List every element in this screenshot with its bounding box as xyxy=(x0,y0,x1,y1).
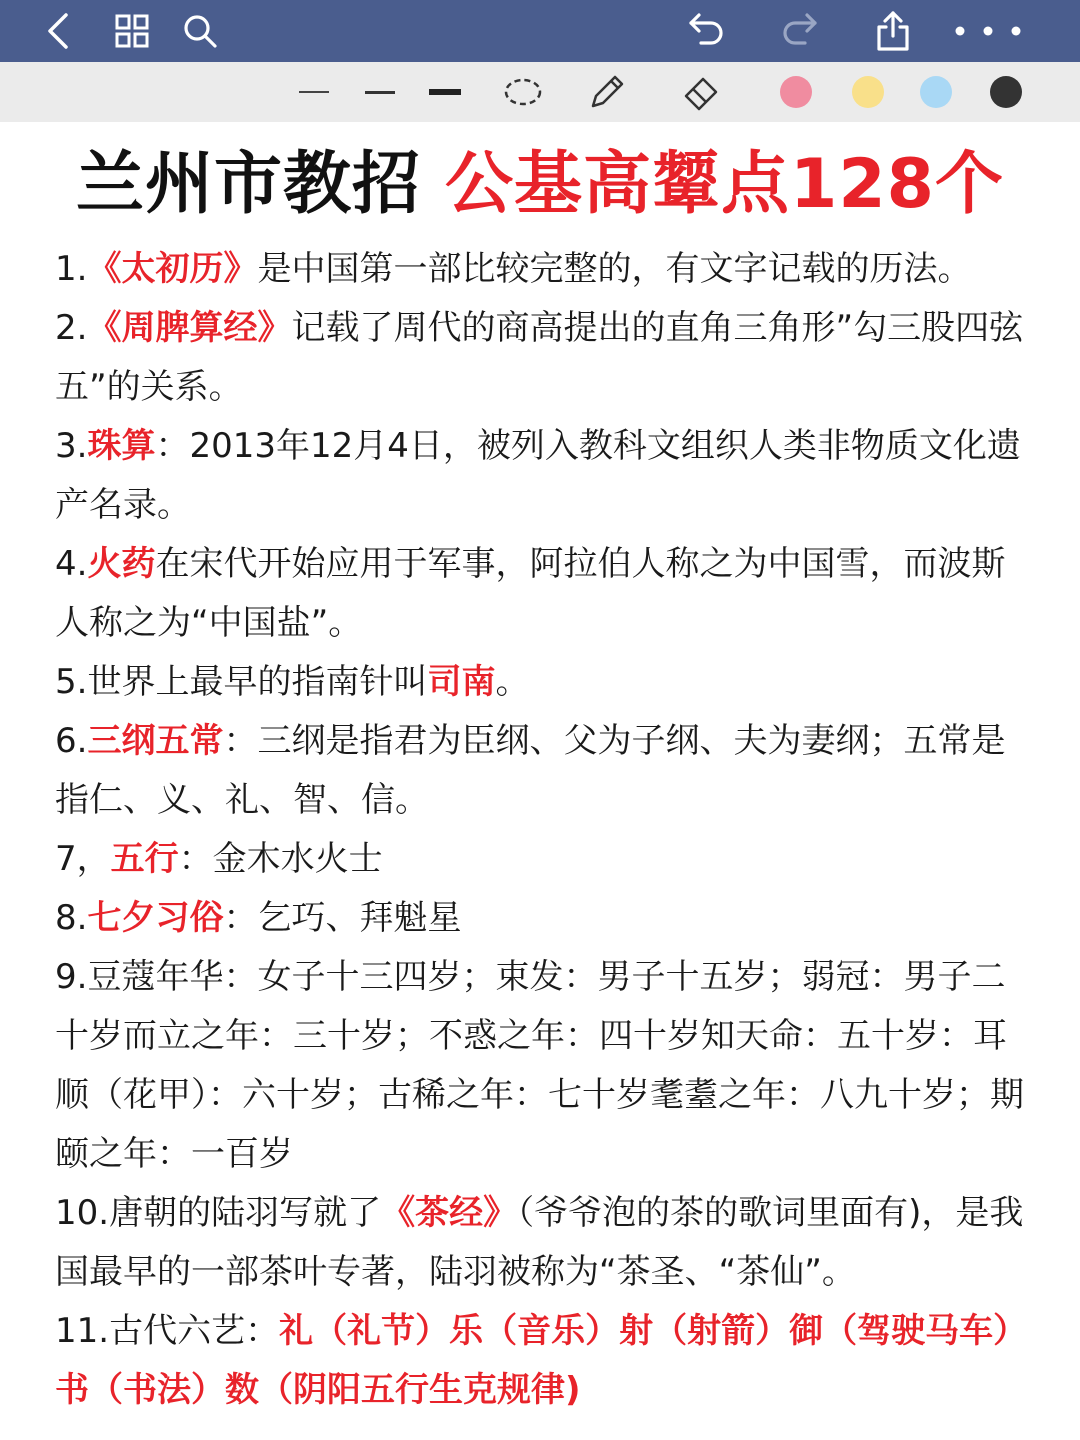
back-icon[interactable] xyxy=(38,6,78,56)
title-red-part: 公基高颦点128个 xyxy=(445,145,1004,224)
body-text: 2. xyxy=(55,308,88,348)
pen-size-thick[interactable] xyxy=(426,62,464,122)
body-text: 是中国第一部比较完整的，有文字记载的历法。 xyxy=(257,249,972,289)
body-text: （爷爷泡的茶的歌词里面有)，是我国最早的一部茶叶专著，陆羽被称为“茶圣、“茶仙”。 xyxy=(55,1193,1024,1292)
content-list xyxy=(55,240,1030,1420)
grid-icon[interactable] xyxy=(110,6,154,56)
body-text: 7， xyxy=(55,839,111,879)
list-item xyxy=(55,830,1030,889)
highlight-text: 《太初历》 xyxy=(87,249,258,289)
pencil-icon[interactable] xyxy=(586,62,628,122)
body-text: ：乞巧、拜魁星 xyxy=(223,898,462,938)
body-text: ：三纲是指君为臣纲、父为子纲、夫为妻纲；五常是指仁、义、礼、智、信。 xyxy=(55,721,1006,820)
list-item xyxy=(55,417,1030,535)
list-item xyxy=(55,535,1030,653)
page-title xyxy=(0,130,1080,227)
body-text: 11.古代六艺： xyxy=(55,1311,280,1351)
lasso-icon[interactable] xyxy=(502,62,544,122)
highlight-text: 《茶经》 xyxy=(381,1193,518,1233)
share-icon[interactable] xyxy=(870,6,916,56)
body-text: 在宋代开始应用于军事，阿拉伯人称之为中国雪，而波斯人称之为“中国盐”。 xyxy=(55,544,1006,643)
pen-size-thin[interactable] xyxy=(296,62,332,122)
color-swatch-pink[interactable] xyxy=(778,62,814,122)
highlight-text: 珠算 xyxy=(87,426,156,466)
body-text: 4. xyxy=(55,544,88,584)
body-text: 5.世界上最早的指南针叫 xyxy=(55,662,428,702)
body-text: 记载了周代的商高提出的直角三角形”勾三股四弦五”的关系。 xyxy=(55,308,1024,407)
redo-icon[interactable] xyxy=(776,6,822,56)
body-text: ：金木水火士 xyxy=(178,839,383,879)
search-icon[interactable] xyxy=(178,6,222,56)
list-item xyxy=(55,240,1030,299)
undo-icon[interactable] xyxy=(684,6,730,56)
body-text: ：2013年12月4日，被列入教科文组织人类非物质文化遗产名录。 xyxy=(55,426,1021,525)
list-item xyxy=(55,1184,1030,1302)
list-item xyxy=(55,1302,1030,1420)
highlight-text: 三纲五常 xyxy=(87,721,224,761)
drawing-toolbar xyxy=(0,62,1080,122)
highlight-text: 五行 xyxy=(110,839,179,879)
list-item xyxy=(55,299,1030,417)
body-text: 1. xyxy=(55,249,88,289)
highlight-text: 司南 xyxy=(427,662,496,702)
list-item xyxy=(55,712,1030,830)
top-nav-bar xyxy=(0,0,1080,62)
body-text: 9.豆蔻年华：女子十三四岁；束发：男子十五岁；弱冠：男子二十岁而立之年：三十岁；不惑之年：四十岁知天命：五十岁：耳顺（花甲）：六十岁；古稀之年：七十岁耄耋之年：八九十岁；期颐之年：一百岁 xyxy=(55,957,1024,1174)
highlight-text: 火药 xyxy=(87,544,156,584)
title-black-part: 兰州市教招 xyxy=(76,145,422,224)
color-swatch-black[interactable] xyxy=(988,62,1024,122)
highlight-text: 礼（礼节）乐（音乐）射（射箭）御（驾驶马车）书（书法）数（阴阳五行生克规律) xyxy=(55,1311,1028,1410)
list-item xyxy=(55,948,1030,1184)
list-item xyxy=(55,889,1030,948)
body-text: 。 xyxy=(495,662,530,702)
more-icon[interactable] xyxy=(948,6,1028,56)
eraser-icon[interactable] xyxy=(680,62,722,122)
body-text: 10.唐朝的陆羽写就了 xyxy=(55,1193,382,1233)
color-swatch-yellow[interactable] xyxy=(850,62,886,122)
list-item xyxy=(55,653,1030,712)
body-text: 6. xyxy=(55,721,88,761)
pen-size-medium[interactable] xyxy=(362,62,398,122)
color-swatch-blue[interactable] xyxy=(918,62,954,122)
highlight-text: 七夕习俗 xyxy=(87,898,224,938)
body-text: 8. xyxy=(55,898,88,938)
highlight-text: 《周脾算经》 xyxy=(87,308,292,348)
body-text: 3. xyxy=(55,426,88,466)
